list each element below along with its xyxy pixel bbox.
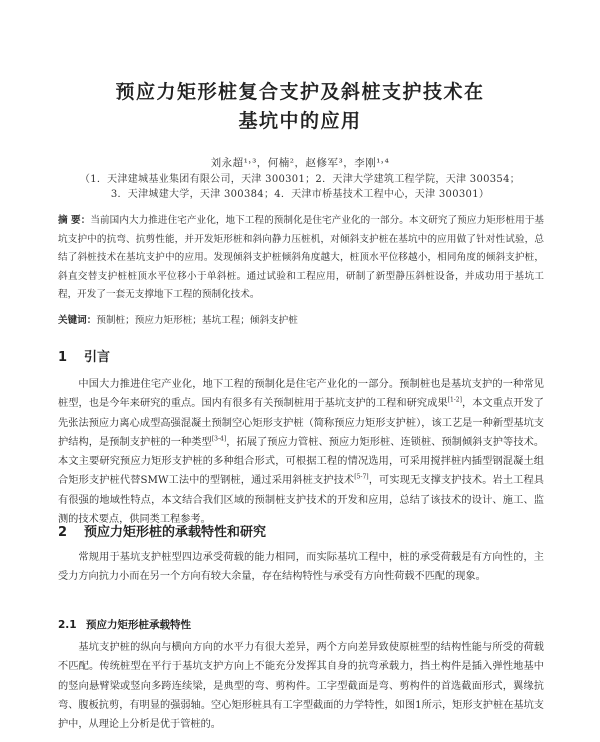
- section-title: 引言: [84, 350, 111, 365]
- section-number: 1: [58, 350, 68, 365]
- body-paragraph-intro: [58, 375, 544, 529]
- subsection-number: 2.1: [58, 619, 77, 631]
- para-text: ，本文重点开发了先张法预应力离心成型高强混凝土预制空心矩形支护桩（简称预应力矩形支护桩），该工艺是一种新型基坑支护结构，是预制支护桩的一种类型: [58, 398, 544, 448]
- section-heading-1: [58, 346, 110, 365]
- paper-title-line-1: 预应力矩形桩复合支护及斜桩支护技术在: [115, 81, 485, 103]
- section-title: 预应力矩形桩的承载特性和研究: [84, 525, 267, 540]
- citation: [3-4]: [211, 435, 227, 443]
- subsection-title: 预应力矩形桩承载特性: [86, 619, 191, 631]
- abstract-label: 摘 要：: [58, 215, 91, 226]
- section-number: 2: [58, 525, 68, 540]
- affiliations-line-2: 3．天津城建大学，天津 300384；4．天津市桥基技术工程中心，天津 300301）: [110, 189, 490, 200]
- para-text: ，可实现无支撑支护技术。岩土工程具有很强的地域性特点，本文结合我们区域的预制桩支护技术的开发和应用，总结了该技术的设计、施工、监测的技术要点，供同类工程参考。: [58, 475, 544, 526]
- citation: [1-2]: [447, 396, 462, 404]
- keywords: [58, 314, 544, 328]
- section-heading-2: [58, 521, 266, 540]
- body-paragraph-2-1: 基坑支护桩的纵向与横向方向的水平力有很大差异，两个方向差异致使原桩型的结构性能与所受的荷载不匹配。传统桩型在平行于基坑支护方向上不能充分发挥其自身的抗弯承载力，挡土构件是插入弹性地基中的竖向悬臂梁或竖向多跨连续梁，是典型的弯、剪构件。工字型截面是弯、剪构件的首选截面形式，翼缘抗弯、腹板抗剪，有明显的强弱轴。空心矩形桩具有工字型截面的力学特性，如图1所示，矩形支护桩在基坑支护中，从理论上分析是优于管桩的。: [58, 642, 544, 731]
- citation: [5-7]: [354, 474, 369, 482]
- abstract-text: 当前国内大力推进住宅产业化，地下工程的预制化是住宅产业化的一部分。本文研究了预应力矩形桩用于基坑支护中的抗弯、抗剪性能，并开发矩形桩和斜向静力压桩机，对倾斜支护桩在基坑中的应用做了针对性试验，总结了斜桩技术在基坑支护中的应用。发现倾斜支护桩倾斜角度越大，桩顶水平位移越小，相同角度的倾斜支护桩，斜直交替支护桩桩顶水平位移小于单斜桩。通过试验和工程应用，研制了新型静压斜桩设备，并成功用于基坑工程，开发了一套无支撑地下工程的预制化技术。: [58, 215, 544, 300]
- subsection-heading-2-1: [58, 617, 191, 632]
- keywords-label: 关键词：: [58, 315, 97, 326]
- keywords-text: 预制桩；预应力矩形桩；基坑工程；倾斜支护桩: [96, 315, 298, 326]
- affiliations-line-1: （1．天津建城基业集团有限公司，天津 300301；2．天津大学建筑工程学院，天津 300354；: [79, 174, 521, 185]
- para-text: ，拓展了预应力管桩、预应力矩形桩、连锁桩、预制倾斜支护等技术。本文主要研究预应力矩形支护桩的多种组合形式，可根据工程的情况选用，可采用搅拌桩内插型钢混凝土组合矩形支护桩代替SMW工法中的型钢桩，通过采用斜桩支护技术: [58, 436, 545, 487]
- paper-title-line-2: 基坑中的应用: [238, 110, 362, 132]
- para-text: 中国大力推进住宅产业化，地下工程的预制化是住宅产业化的一部分。预制桩也是基坑支护的一种常见桩型，也是今年来研究的重点。国内有很多有关预制桩用于基坑支护的工程和研究成果: [58, 379, 544, 410]
- author-list: 刘永超¹˒³，何楠²，赵修军³，李刚¹˒⁴: [210, 157, 390, 169]
- abstract: [58, 212, 544, 305]
- body-paragraph-section2: 常规用于基坑支护桩型四边承受荷载的能力相同，而实际基坑工程中，桩的承受荷载是有方向性的，主受力方向抗力小而在另一个方向有较大余量，存在结构特性与承受有方向性荷载不匹配的现象。: [58, 552, 544, 583]
